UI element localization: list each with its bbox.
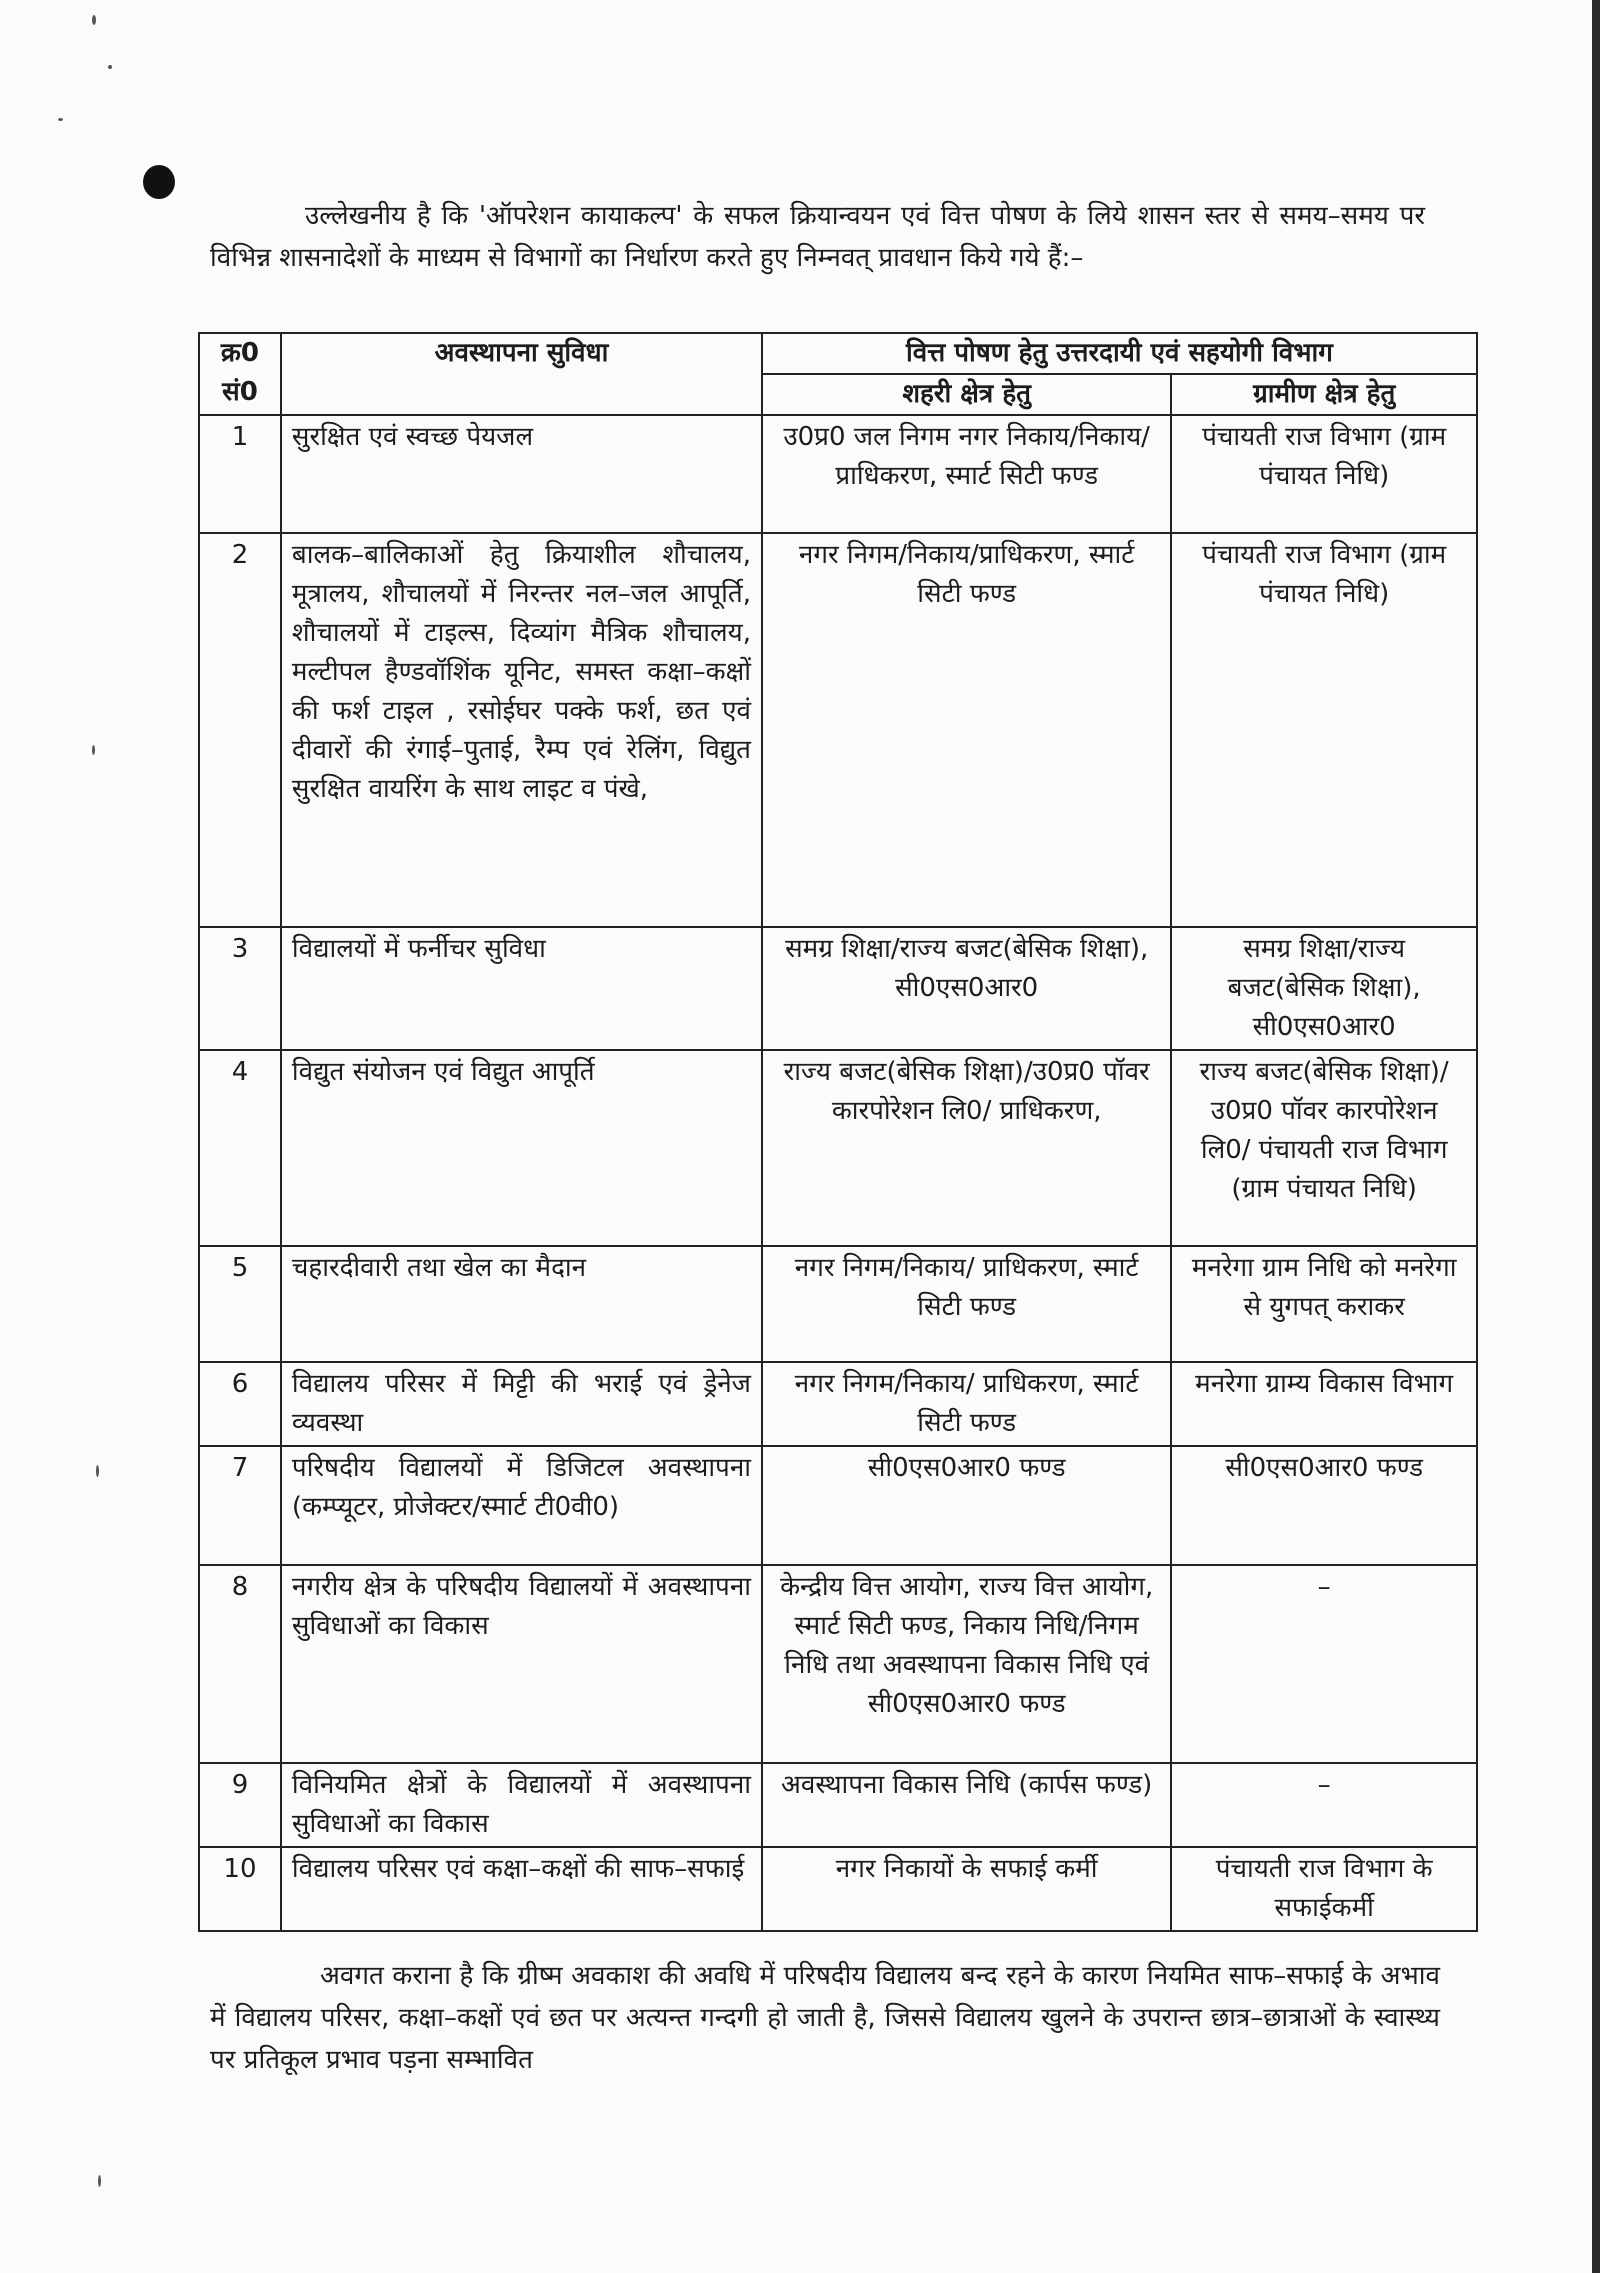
- facility-cell: विद्यालयों में फर्नीचर सुविधा: [281, 927, 762, 1050]
- table-row: [199, 1362, 1477, 1446]
- scan-speck: [108, 65, 112, 69]
- serial-number-cell: 3: [199, 927, 281, 1050]
- facility-cell: विद्यालय परिसर एवं कक्षा–कक्षों की साफ–सफाई: [281, 1847, 762, 1931]
- scan-speck: [92, 15, 96, 25]
- urban-funding-cell: सी0एस0आर0 फण्ड: [762, 1446, 1171, 1565]
- table-row: [199, 533, 1477, 927]
- table-row: [199, 1565, 1477, 1763]
- facility-cell: विद्यालय परिसर में मिट्टी की भराई एवं ड्रेनेज व्यवस्था: [281, 1362, 762, 1446]
- table-row: [199, 415, 1477, 533]
- urban-funding-cell: नगर निगम/निकाय/प्राधिकरण, स्मार्ट सिटी फण्ड: [762, 533, 1171, 927]
- facility-cell: सुरक्षित एवं स्वच्छ पेयजल: [281, 415, 762, 533]
- facility-cell: परिषदीय विद्यालयों में डिजिटल अवस्थापना (कम्प्यूटर, प्रोजेक्टर/स्मार्ट टी0वी0): [281, 1446, 762, 1565]
- urban-funding-cell: अवस्थापना विकास निधि (कार्पस फण्ड): [762, 1763, 1171, 1847]
- closing-paragraph: अवगत कराना है कि ग्रीष्म अवकाश की अवधि में परिषदीय विद्यालय बन्द रहने के कारण नियमित साफ–सफाई के अभाव में विद्यालय परिसर, कक्षा–कक्षों एवं छत पर अत्यन्त गन्दगी हो जाती है, जिससे विद्यालय खुलने के उपरान्त छात्र–छात्राओं के स्वास्थ्य पर प्रतिकूल प्रभाव पड़ना सम्भावित: [210, 1961, 1440, 2075]
- urban-funding-cell: राज्य बजट(बेसिक शिक्षा)/उ0प्र0 पॉवर कारपोरेशन लि0/ प्राधिकरण,: [762, 1050, 1171, 1246]
- header-urban-area: शहरी क्षेत्र हेतु: [762, 374, 1171, 415]
- scan-speck: [92, 745, 95, 755]
- table-row: [199, 1246, 1477, 1362]
- serial-number-cell: 5: [199, 1246, 281, 1362]
- table-row: [199, 1763, 1477, 1847]
- rural-funding-cell: –: [1171, 1763, 1477, 1847]
- scan-speck: [58, 118, 63, 121]
- urban-funding-cell: समग्र शिक्षा/राज्य बजट(बेसिक शिक्षा), सी0एस0आर0: [762, 927, 1171, 1050]
- table-row: [199, 1847, 1477, 1931]
- scan-speck: [96, 1465, 99, 1477]
- facility-cell: विनियमित क्षेत्रों के विद्यालयों में अवस्थापना सुविधाओं का विकास: [281, 1763, 762, 1847]
- table-row: [199, 1050, 1477, 1246]
- scan-speck: [98, 2175, 101, 2187]
- rural-funding-cell: मनरेगा ग्राम्य विकास विभाग: [1171, 1362, 1477, 1446]
- urban-funding-cell: नगर निगम/निकाय/ प्राधिकरण, स्मार्ट सिटी फण्ड: [762, 1246, 1171, 1362]
- punch-hole: [143, 165, 175, 199]
- rural-funding-cell: सी0एस0आर0 फण्ड: [1171, 1446, 1477, 1565]
- serial-number-cell: 7: [199, 1446, 281, 1565]
- table-row: [199, 927, 1477, 1050]
- serial-number-cell: 4: [199, 1050, 281, 1246]
- facility-cell: विद्युत संयोजन एवं विद्युत आपूर्ति: [281, 1050, 762, 1246]
- provisions-table: [198, 332, 1478, 1932]
- header-funding-departments: वित्त पोषण हेतु उत्तरदायी एवं सहयोगी विभाग: [762, 333, 1477, 374]
- header-facility: अवस्थापना सुविधा: [281, 333, 762, 415]
- facility-cell: नगरीय क्षेत्र के परिषदीय विद्यालयों में अवस्थापना सुविधाओं का विकास: [281, 1565, 762, 1763]
- serial-number-cell: 2: [199, 533, 281, 927]
- intro-paragraph: उल्लेखनीय है कि 'ऑपरेशन कायाकल्प' के सफल क्रियान्वयन एवं वित्त पोषण के लिये शासन स्तर से समय–समय पर विभिन्न शासनादेशों के माध्यम से विभागों का निर्धारण करते हुए निम्नवत् प्रावधान किये गये हैं:–: [210, 201, 1425, 273]
- urban-funding-cell: केन्द्रीय वित्त आयोग, राज्य वित्त आयोग, स्मार्ट सिटी फण्ड, निकाय निधि/निगम निधि तथा अवस्थापना विकास निधि एवं सी0एस0आर0 फण्ड: [762, 1565, 1171, 1763]
- rural-funding-cell: मनरेगा ग्राम निधि को मनरेगा से युगपत् कराकर: [1171, 1246, 1477, 1362]
- facility-cell: चहारदीवारी तथा खेल का मैदान: [281, 1246, 762, 1362]
- rural-funding-cell: पंचायती राज विभाग (ग्राम पंचायत निधि): [1171, 415, 1477, 533]
- scan-edge: [1592, 0, 1600, 2273]
- serial-number-cell: 10: [199, 1847, 281, 1931]
- table-row: [199, 1446, 1477, 1565]
- serial-number-cell: 9: [199, 1763, 281, 1847]
- header-rural-area: ग्रामीण क्षेत्र हेतु: [1171, 374, 1477, 415]
- serial-number-cell: 1: [199, 415, 281, 533]
- serial-number-cell: 8: [199, 1565, 281, 1763]
- urban-funding-cell: नगर निकायों के सफाई कर्मी: [762, 1847, 1171, 1931]
- facility-cell: बालक–बालिकाओं हेतु क्रियाशील शौचालय, मूत्रालय, शौचालयों में निरन्तर नल–जल आपूर्ति, शौचालयों में टाइल्स, दिव्यांग मैत्रिक शौचालय, मल्टीपल हैण्डवॉशिंक यूनिट, समस्त कक्षा–कक्षों की फर्श टाइल , रसोईघर पक्के फर्श, छत एवं दीवारों की रंगाई–पुताई, रैम्प एवं रेलिंग, विद्युत सुरक्षित वायरिंग के साथ लाइट व पंखे,: [281, 533, 762, 927]
- rural-funding-cell: पंचायती राज विभाग (ग्राम पंचायत निधि): [1171, 533, 1477, 927]
- urban-funding-cell: उ0प्र0 जल निगम नगर निकाय/निकाय/ प्राधिकरण, स्मार्ट सिटी फण्ड: [762, 415, 1171, 533]
- rural-funding-cell: –: [1171, 1565, 1477, 1763]
- rural-funding-cell: समग्र शिक्षा/राज्य बजट(बेसिक शिक्षा), सी0एस0आर0: [1171, 927, 1477, 1050]
- serial-number-cell: 6: [199, 1362, 281, 1446]
- rural-funding-cell: पंचायती राज विभाग के सफाईकर्मी: [1171, 1847, 1477, 1931]
- rural-funding-cell: राज्य बजट(बेसिक शिक्षा)/उ0प्र0 पॉवर कारपोरेशन लि0/ पंचायती राज विभाग (ग्राम पंचायत निधि): [1171, 1050, 1477, 1246]
- header-serial-number: क्र0 सं0: [199, 333, 281, 415]
- urban-funding-cell: नगर निगम/निकाय/ प्राधिकरण, स्मार्ट सिटी फण्ड: [762, 1362, 1171, 1446]
